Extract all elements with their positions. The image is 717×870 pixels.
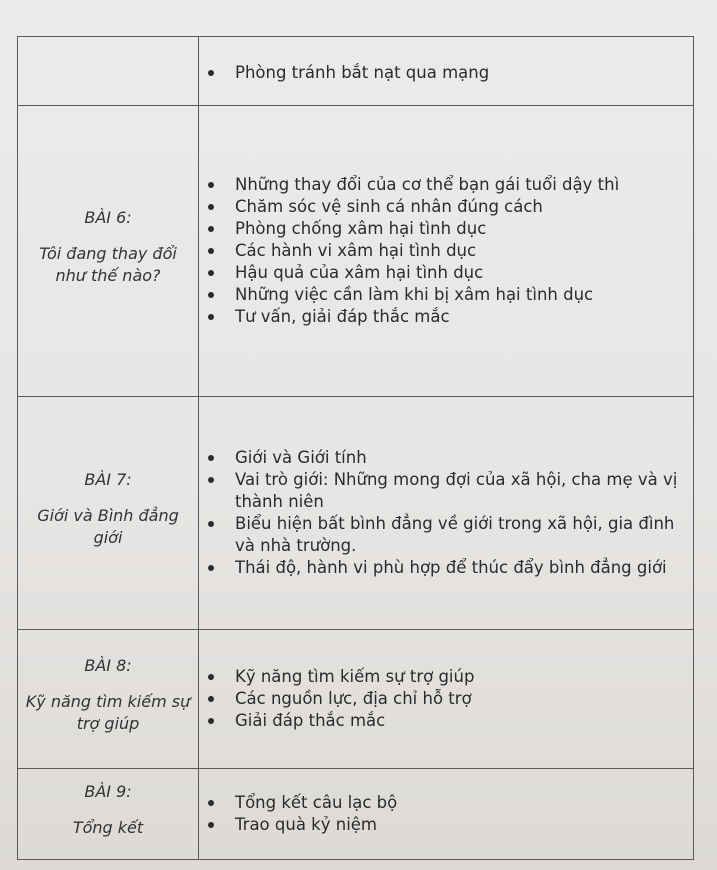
topic-item: Các hành vi xâm hại tình dục	[235, 240, 681, 262]
table-row	[18, 769, 694, 860]
topic-list	[199, 666, 693, 732]
topic-list	[199, 447, 693, 579]
table-row	[18, 106, 694, 397]
table-row	[18, 397, 694, 630]
topic-list	[199, 58, 693, 84]
lesson-number: BÀI 7:	[84, 470, 132, 489]
topic-item: Hậu quả của xâm hại tình dục	[235, 262, 681, 284]
topic-list	[199, 174, 693, 328]
topics-cell	[199, 397, 694, 630]
topic-item: Trao quà kỷ niệm	[235, 814, 681, 836]
topic-item: Thái độ, hành vi phù hợp để thúc đẩy bình đẳng giới	[235, 557, 681, 579]
lesson-title: Tổng kết	[72, 818, 144, 837]
topic-item: Phòng tránh bắt nạt qua mạng	[235, 62, 681, 84]
lesson-cell	[18, 630, 199, 769]
lesson-number: BÀI 6:	[84, 208, 132, 227]
topics-cell	[199, 769, 694, 860]
lesson-cell	[18, 106, 199, 397]
topic-item: Giới và Giới tính	[235, 447, 681, 469]
lesson-table	[17, 36, 694, 860]
table-row	[18, 630, 694, 769]
topic-item: Những việc cần làm khi bị xâm hại tình dục	[235, 284, 681, 306]
topic-item: Biểu hiện bất bình đẳng về giới trong xã hội, gia đình và nhà trường.	[235, 513, 681, 557]
lesson-number: BÀI 8:	[84, 656, 132, 675]
topic-item: Tư vấn, giải đáp thắc mắc	[235, 306, 681, 328]
topics-cell	[199, 630, 694, 769]
topics-cell	[199, 106, 694, 397]
topic-item: Vai trò giới: Những mong đợi của xã hội, cha mẹ và vị thành niên	[235, 469, 681, 513]
topic-list	[199, 792, 693, 836]
topic-item: Kỹ năng tìm kiếm sự trợ giúp	[235, 666, 681, 688]
lesson-title: Tôi đang thay đổi như thế nào?	[39, 244, 177, 285]
lesson-cell-empty	[18, 37, 199, 106]
lesson-number: BÀI 9:	[84, 782, 132, 801]
topic-item: Những thay đổi của cơ thể bạn gái tuổi dậy thì	[235, 174, 681, 196]
topics-cell	[199, 37, 694, 106]
topic-item: Tổng kết câu lạc bộ	[235, 792, 681, 814]
lesson-title: Giới và Bình đẳng giới	[37, 506, 179, 547]
topic-item: Chăm sóc vệ sinh cá nhân đúng cách	[235, 196, 681, 218]
table-row	[18, 37, 694, 106]
topic-item: Giải đáp thắc mắc	[235, 710, 681, 732]
lesson-cell	[18, 769, 199, 860]
lesson-title: Kỹ năng tìm kiếm sự trợ giúp	[25, 692, 191, 733]
topic-item: Các nguồn lực, địa chỉ hỗ trợ	[235, 688, 681, 710]
lesson-cell	[18, 397, 199, 630]
topic-item: Phòng chống xâm hại tình dục	[235, 218, 681, 240]
